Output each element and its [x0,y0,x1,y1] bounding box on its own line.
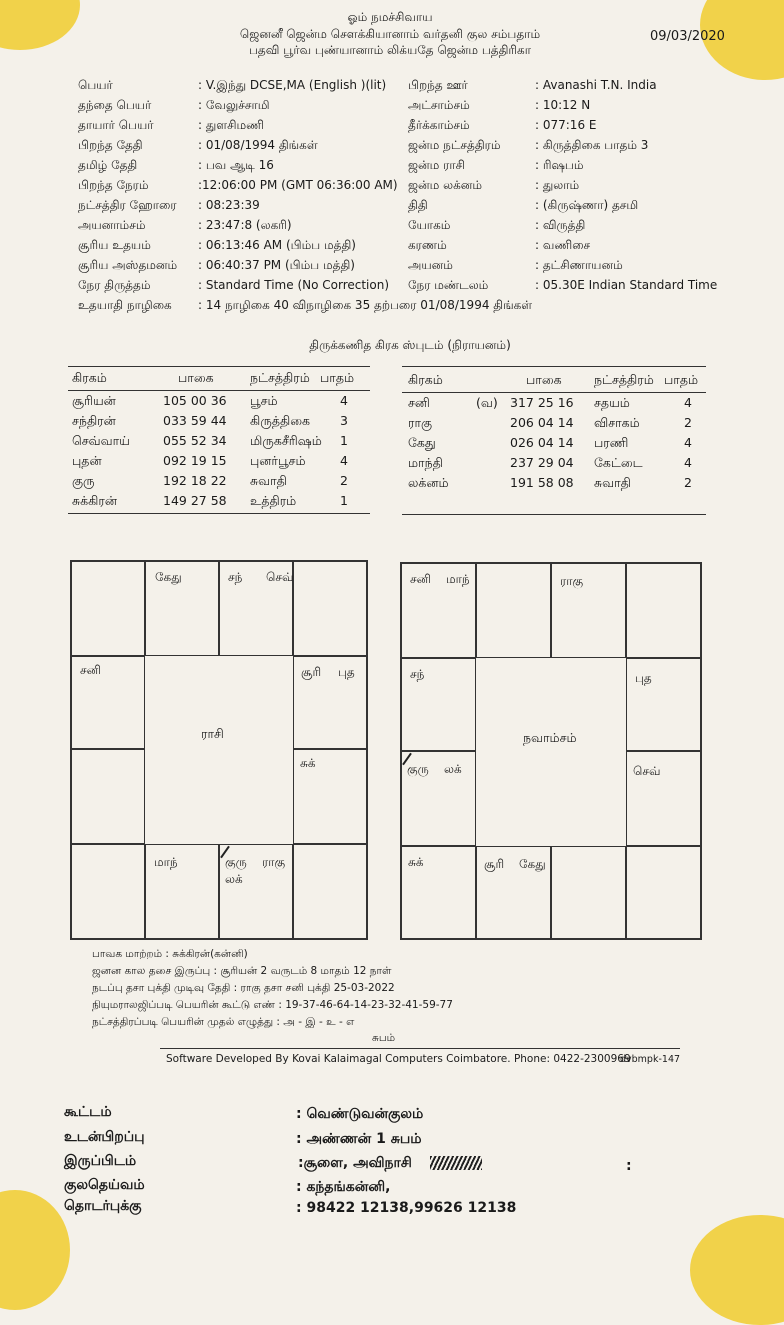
table-rule [68,513,370,514]
detail-value: : Avanashi T.N. India [535,78,657,92]
rasi-planet: செவ் [266,570,294,584]
navamsa-center [476,658,626,846]
note-numerology: நியுமராலஜிப்படி பெயரின் கூட்டு எண் : 19-37-46-64-14-23-32-41-59-77 [92,999,453,1011]
planet-star: பூசம் [250,393,278,408]
detail-label: தமிழ் தேதி [78,158,138,172]
rasi-house-3-top [293,561,367,656]
planet-pada: 4 [340,453,348,468]
rasi-planet: சனி [80,663,101,677]
detail-label: நேர திருத்தம் [78,278,151,292]
detail-value: : Standard Time (No Correction) [198,278,390,292]
detail-label: பிறந்த தேதி [78,138,143,152]
software-code: dvbmpk-147 [620,1054,681,1065]
detail-label: சூரிய அஸ்தமனம் [78,258,178,272]
detail-label: கரணம் [408,238,447,252]
detail-value: : துளசிமணி [198,118,264,132]
header-date: 09/03/2020 [650,29,725,44]
detail-label: நட்சத்திர ஹோரை [78,198,177,212]
detail-label: திதி [408,198,428,212]
yellow-corner-top-left [0,0,80,50]
planet-star: கேட்டை [594,455,643,470]
navamsa-house-11 [401,658,476,751]
planet-star: மிருகசீரிஷம் [250,433,322,448]
software-rule [160,1048,680,1049]
navamsa-house-3-top [626,563,701,658]
table-rule [402,366,706,367]
navamsa-house-7 [551,846,626,939]
navamsa-planet: சனி [410,572,431,586]
note-bhukti: நடப்பு தசா புக்தி முடிவு தேதி : ராகு தசா சனி புக்தி 25-03-2022 [92,982,395,994]
rasi-chart [70,560,368,940]
planet-star: கிருத்திகை [250,413,311,428]
detail-value: : 23:47:8 (லகரி) [198,218,292,232]
planet-star: புனர்பூசம் [250,453,306,468]
hand-label: கூட்டம் [64,1104,112,1120]
detail-value: : தட்சிணாயனம் [535,258,623,272]
planet-deg: 149 27 58 [163,493,227,508]
rasi-planet: குரு [225,855,247,869]
detail-label: தாயார் பெயர் [78,118,154,132]
rasi-house-2 [219,561,293,656]
table-rule [402,392,706,393]
detail-value: : ரிஷபம் [535,158,584,172]
planet-pada: 4 [340,393,348,408]
header-om: ஓம் நமச்சிவாய [347,10,433,24]
navamsa-planet: சுக் [408,855,424,869]
note-dasa: ஜனன கால தசை இருப்பு : சூரியன் 2 வருடம் 8 மாதம் 12 நாள் [92,965,392,977]
navamsa-house-6 [626,846,701,939]
detail-value: : 077:16 E [535,118,597,132]
navamsa-house-2 [551,563,626,658]
planet-name: செவ்வாய் [72,433,130,448]
detail-label: தீர்க்காம்சம் [408,118,470,132]
planet-pada: 2 [340,473,348,488]
planet-deg: 026 04 14 [510,435,574,450]
planet-deg: 191 58 08 [510,475,574,490]
rasi-center-label: ராசி [201,726,224,741]
detail-label: நேர மண்டலம் [408,278,489,292]
rasi-house-8 [293,844,367,939]
rasi-planet: கேது [155,570,182,584]
detail-value: : 06:40:37 PM (பிம்ப மத்தி) [198,258,355,272]
planet-pada: 2 [684,475,692,490]
planet-star: விசாகம் [594,415,640,430]
detail-value: : 08:23:39 [198,198,260,212]
planet-name: சந்திரன் [72,413,116,428]
rasi-center [145,656,293,844]
detail-label: பெயர் [78,78,113,92]
header-graham: கிரகம் [408,372,443,387]
hand-label: தொடர்புக்கு [64,1198,142,1214]
planet-pada: 4 [684,455,692,470]
detail-value: : (கிருஷ்ணா) தசமி [535,198,639,212]
detail-label: அயனாம்சம் [78,218,146,232]
rasi-planet: சுக் [300,756,316,770]
hand-value: : 98422 12138,99626 12138 [296,1200,517,1216]
detail-label: உதயாதி நாழிகை [78,298,172,312]
hand-label: குலதெய்வம் [64,1177,145,1193]
detail-value: : வணிசை [535,238,591,252]
planet-name: குரு [72,473,95,488]
header-padam: பாதம் [664,372,699,387]
header-star: நட்சத்திரம் [250,370,310,385]
detail-label: ஜன்ம நட்சத்திரம் [408,138,501,152]
hand-label: இருப்பிடம் [64,1153,137,1169]
table-rule [402,514,706,515]
planet-star: சதயம் [594,395,630,410]
header-padam: பாதம் [320,370,355,385]
rasi-house-1 [145,561,219,656]
planet-name: சனி [408,395,430,410]
detail-value: : கிருத்திகை பாதம் 3 [535,138,649,152]
planet-pada: 2 [684,415,692,430]
planet-star: உத்திரம் [250,493,297,508]
rasi-planet: ராகு [262,855,286,869]
detail-label: பிறந்த ஊர் [408,78,468,92]
planet-deg: 055 52 34 [163,433,227,448]
detail-value: :12:06:00 PM (GMT 06:36:00 AM) [198,178,398,192]
detail-value: : வேலுச்சாமி [198,98,270,112]
planet-star: சுவாதி [594,475,631,490]
planet-table-title: திருக்கணித கிரக ஸ்புடம் (நிராயனம்) [309,338,511,352]
header-line3: பதவி பூர்வ புண்யானாம் லிக்யதே ஜென்ம பத்திரிகா [248,43,532,57]
table-rule [68,390,370,391]
navamsa-house-9 [401,846,476,939]
planet-star: பரணி [594,435,629,450]
planet-name: ராகு [408,415,433,430]
header-line2: ஜெனனீ ஜென்ம சௌக்கியானாம் வர்தனி குல சம்பதாம் [239,27,541,41]
navamsa-planet: ராகு [560,574,584,588]
detail-value: : விருத்தி [535,218,586,232]
planet-pada: 3 [340,413,348,428]
yellow-corner-bottom-right [690,1215,784,1325]
note-letters: நட்சத்திரப்படி பெயரின் முதல் எழுத்து : அ - இ - உ - எ [92,1016,355,1028]
navamsa-planet: கேது [519,857,546,871]
detail-label: அட்சாம்சம் [408,98,470,112]
rasi-house-12-top [71,561,145,656]
detail-value: : 14 நாழிகை 40 விநாழிகை 35 தற்பரை 01/08/1994 திங்கள் [198,298,533,312]
hand-value: :சூளை, அவிநாசி [298,1155,412,1171]
detail-label: தந்தை பெயர் [78,98,152,112]
planet-name: லக்னம் [408,475,449,490]
rasi-house-3 [293,656,367,749]
software-credit: Software Developed By Kovai Kalaimagal Computers Coimbatore. Phone: 0422-2300969 [166,1053,631,1065]
detail-value: : பவ ஆடி 16 [198,158,274,172]
detail-label: சூரிய உதயம் [78,238,151,252]
planet-deg: 033 59 44 [163,413,227,428]
note-bhava: பாவக மாற்றம் : சுக்கிரன்(கன்னி) [92,948,248,960]
rasi-planet: சூரி [301,665,322,679]
navamsa-house-3 [626,658,701,751]
navamsa-house-10 [401,751,476,846]
planet-name: சூரியன் [72,393,116,408]
planet-name: புதன் [72,453,102,468]
planet-retro: (வ) [476,395,498,410]
navamsa-chart [400,562,702,940]
hand-value: : கந்தங்கன்னி, [296,1179,391,1195]
rasi-house-10 [145,844,219,939]
planet-name: சுக்கிரன் [72,493,117,508]
navamsa-planet: சூரி [484,857,505,871]
rasi-house-11 [71,749,145,844]
rasi-planet: புத [338,665,355,679]
navamsa-house-12 [401,563,476,658]
note-subham: சுபம் [372,1032,396,1044]
planet-star: சுவாதி [250,473,287,488]
rasi-planet: லக் [225,872,243,886]
rasi-house-12 [71,656,145,749]
hand-value: : வெண்டுவன்குலம் [296,1106,424,1122]
detail-value: : 01/08/1994 திங்கள் [198,138,318,152]
navamsa-house-1 [476,563,551,658]
planet-deg: 237 29 04 [510,455,574,470]
detail-label: யோகம் [408,218,451,232]
detail-label: அயனம் [408,258,453,272]
detail-label: பிறந்த நேரம் [78,178,149,192]
navamsa-house-4 [626,751,701,846]
navamsa-house-8 [476,846,551,939]
rasi-planet: மாந் [154,855,178,869]
navamsa-planet: செவ் [633,764,661,778]
detail-label: ஜன்ம லக்னம் [408,178,483,192]
detail-value: : V.இந்து DCSE,MA (English )(lit) [198,78,387,92]
header-paagai: பாகை [526,372,562,387]
scribble [430,1156,482,1170]
planet-deg: 206 04 14 [510,415,574,430]
navamsa-planet: லக் [444,762,462,776]
detail-value: : 05.30E Indian Standard Time [535,278,718,292]
planet-deg: 105 00 36 [163,393,227,408]
planet-name: கேது [408,435,436,450]
detail-value: : 06:13:46 AM (பிம்ப மத்தி) [198,238,356,252]
planet-deg: 192 18 22 [163,473,227,488]
detail-value: : 10:12 N [535,98,591,112]
navamsa-planet: குரு [407,762,429,776]
navamsa-center-label: நவாம்சம் [523,730,577,745]
rasi-house-9 [219,844,293,939]
planet-pada: 1 [340,493,348,508]
rasi-house-9-left [71,844,145,939]
planet-name: மாந்தி [408,455,443,470]
header-graham: கிரகம் [72,370,107,385]
rasi-planet: சந் [228,570,243,584]
yellow-corner-bottom-left [0,1190,70,1310]
navamsa-planet: மாந் [446,572,470,586]
table-rule [68,366,370,367]
hand-value: : அண்ணன் 1 சுபம் [296,1131,422,1147]
detail-value: : துலாம் [535,178,580,192]
header-paagai: பாகை [178,370,214,385]
planet-deg: 317 25 16 [510,395,574,410]
rasi-house-4 [293,749,367,844]
detail-label: ஜன்ம ராசி [408,158,465,172]
planet-pada: 4 [684,395,692,410]
navamsa-planet: சந் [410,667,425,681]
navamsa-planet: புத [635,671,652,685]
header-star: நட்சத்திரம் [594,372,654,387]
planet-pada: 4 [684,435,692,450]
hand-label: உடன்பிறப்பு [64,1129,145,1145]
planet-deg: 092 19 15 [163,453,227,468]
planet-pada: 1 [340,433,348,448]
stray-colon: : [626,1158,632,1174]
